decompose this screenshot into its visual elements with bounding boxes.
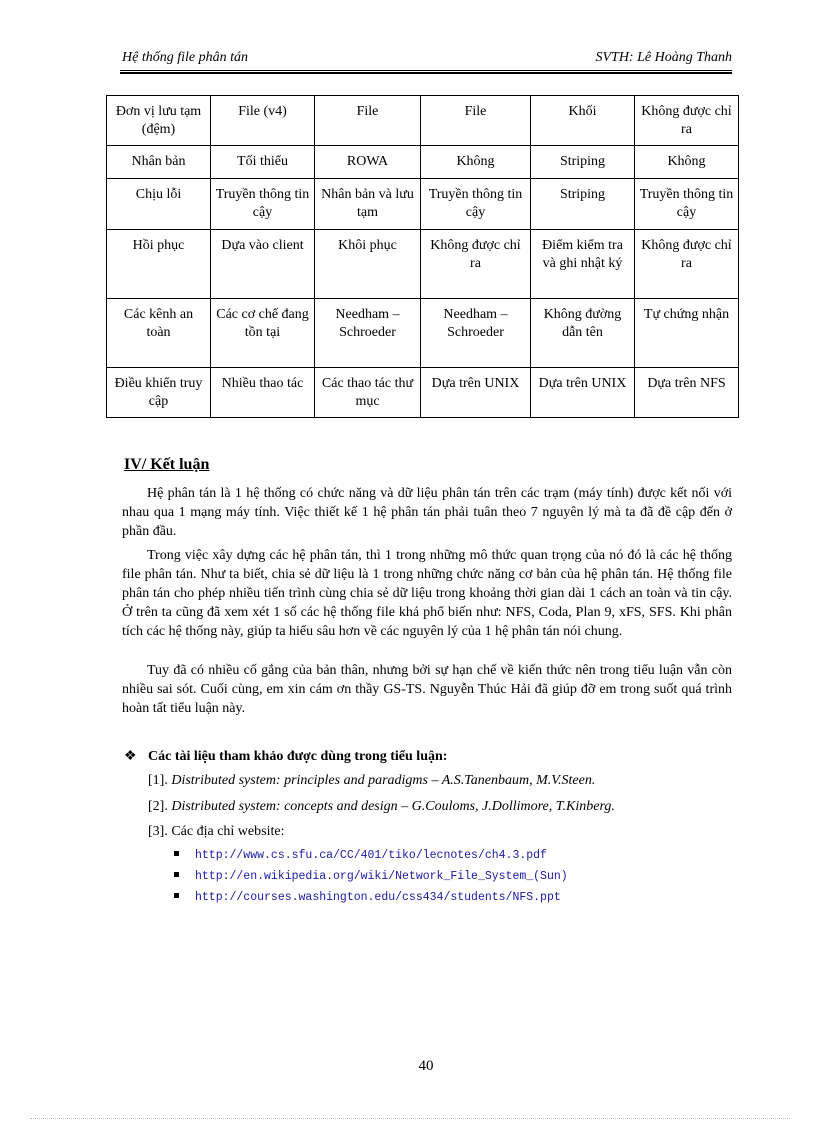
table-row [107, 299, 739, 368]
row-header-cell: Các kênh an toàn [107, 299, 211, 368]
table-cell: Không đường dẫn tên [531, 299, 635, 368]
table-cell: Không [421, 146, 531, 179]
header-document-title: Hệ thống file phân tán [122, 50, 248, 65]
table-row [107, 368, 739, 418]
table-cell: File (v4) [211, 96, 315, 146]
conclusion-paragraph-1: Hệ phân tán là 1 hệ thống có chức năng và dữ liệu phân tán trên các trạm (máy tính) được kết nối với nhau qua 1 mạng máy tính. Việc thiết kế 1 hệ phân tán phải tuân theo 7 nguyên lý mà ta đã đề cập đến ở phần đầu. [122, 486, 732, 539]
table-cell: ROWA [315, 146, 421, 179]
conclusion-paragraph-2: Trong việc xây dựng các hệ phân tán, thì 1 trong những mô thức quan trọng của nó đó là các hệ thống file phân tán. Như ta biết, chia sẻ dữ liệu là 1 trong những chức năng cơ bản của hệ phân tán. Hệ thống file phân tán cho phép nhiều tiến trình cùng chia sẻ dữ liệu trong khoảng thời gian dài 1 cách an toàn và tin cậy. Ở trên ta cũng đã xem xét 1 số các hệ thống file khá phổ biến như: NFS, Coda, Plan 9, xFS, SFS. Khi phân tích các hệ thống này, giúp ta hiểu sâu hơn về các nguyên lý của 1 hệ phân tán nói chung. [122, 548, 732, 639]
website-link[interactable]: http://www.cs.sfu.ca/CC/401/tiko/lecnotes/ch4.3.pdf [195, 849, 547, 862]
table-cell: Tối thiểu [211, 146, 315, 179]
table-cell: Không được chỉ ra [421, 230, 531, 299]
conclusion-paragraph-3: Tuy đã có nhiều cố gắng của bản thân, nhưng bởi sự hạn chế về kiến thức nên trong tiểu luận vẫn còn nhiều sai sót. Cuối cùng, em xin cám ơn thầy GS-TS. Nguyễn Thúc Hải đã giúp đỡ em trong suốt quá trình hoàn tất tiểu luận này. [122, 663, 732, 716]
table-row [107, 96, 739, 146]
reference-number: [3]. [148, 824, 168, 839]
diamond-bullet-icon: ❖ [124, 749, 137, 764]
table-cell: Không được chỉ ra [635, 96, 739, 146]
header-rule-thick [120, 72, 732, 74]
square-bullet-icon [174, 851, 179, 856]
reference-number: [1]. [148, 773, 168, 788]
header-rule [120, 70, 732, 71]
table-cell: Nhân bản và lưu tạm [315, 179, 421, 230]
table-cell: Điểm kiểm tra và ghi nhật ký [531, 230, 635, 299]
table-row [107, 230, 739, 299]
page-header [120, 50, 732, 70]
table-cell: Needham – Schroeder [421, 299, 531, 368]
table-cell: File [315, 96, 421, 146]
table-cell: Không được chỉ ra [635, 230, 739, 299]
table-cell: Dựa vào client [211, 230, 315, 299]
table-cell: Truyền thông tin cậy [211, 179, 315, 230]
reference-item-2 [148, 799, 615, 815]
page-number: 40 [418, 1058, 434, 1074]
references-heading [124, 748, 447, 765]
table-cell: Dựa trên UNIX [531, 368, 635, 418]
website-link-item [174, 891, 561, 904]
table-row [107, 146, 739, 179]
references-title: Các tài liệu tham khảo được dùng trong tiểu luận: [148, 749, 448, 764]
table-cell: Dựa trên NFS [635, 368, 739, 418]
table-cell: Needham –Schroeder [315, 299, 421, 368]
square-bullet-icon [174, 893, 179, 898]
reference-text: Distributed system: principles and paradigms – A.S.Tanenbaum, M.V.Steen. [171, 773, 596, 788]
reference-item-1 [148, 773, 595, 789]
reference-item-3 [148, 824, 284, 840]
row-header-cell: Điều khiển truy cập [107, 368, 211, 418]
table-cell: Khối [531, 96, 635, 146]
website-link[interactable]: http://en.wikipedia.org/wiki/Network_File_System_(Sun) [195, 870, 568, 883]
row-header-cell: Đơn vị lưu tạm (đệm) [107, 96, 211, 146]
table-cell: Khôi phục [315, 230, 421, 299]
table-cell: Striping [531, 179, 635, 230]
website-link[interactable]: http://courses.washington.edu/css434/students/NFS.ppt [195, 891, 561, 904]
row-header-cell: Hồi phục [107, 230, 211, 299]
reference-text: Các địa chỉ website: [171, 824, 285, 839]
row-header-cell: Nhân bản [107, 146, 211, 179]
table-cell: Không [635, 146, 739, 179]
reference-text: Distributed system: concepts and design – G.Couloms, J.Dollimore, T.Kinberg. [171, 799, 615, 814]
table-cell: Striping [531, 146, 635, 179]
table-cell: File [421, 96, 531, 146]
table-cell: Tự chứng nhận [635, 299, 739, 368]
comparison-table [106, 95, 739, 418]
table-cell: Truyền thông tin cậy [635, 179, 739, 230]
table-cell: Các thao tác thư mục [315, 368, 421, 418]
table-cell: Nhiều thao tác [211, 368, 315, 418]
table-cell: Truyền thông tin cậy [421, 179, 531, 230]
table-cell: Dựa trên UNIX [421, 368, 531, 418]
website-link-item [174, 849, 547, 862]
reference-number: [2]. [148, 799, 168, 814]
table-cell: Các cơ chế đang tồn tại [211, 299, 315, 368]
table-row [107, 179, 739, 230]
header-author: SVTH: Lê Hoàng Thanh [595, 50, 732, 65]
page-bottom-border [30, 1118, 790, 1119]
row-header-cell: Chịu lỗi [107, 179, 211, 230]
square-bullet-icon [174, 872, 179, 877]
section-title: IV/ Kết luận [124, 456, 210, 473]
website-link-item [174, 870, 568, 883]
